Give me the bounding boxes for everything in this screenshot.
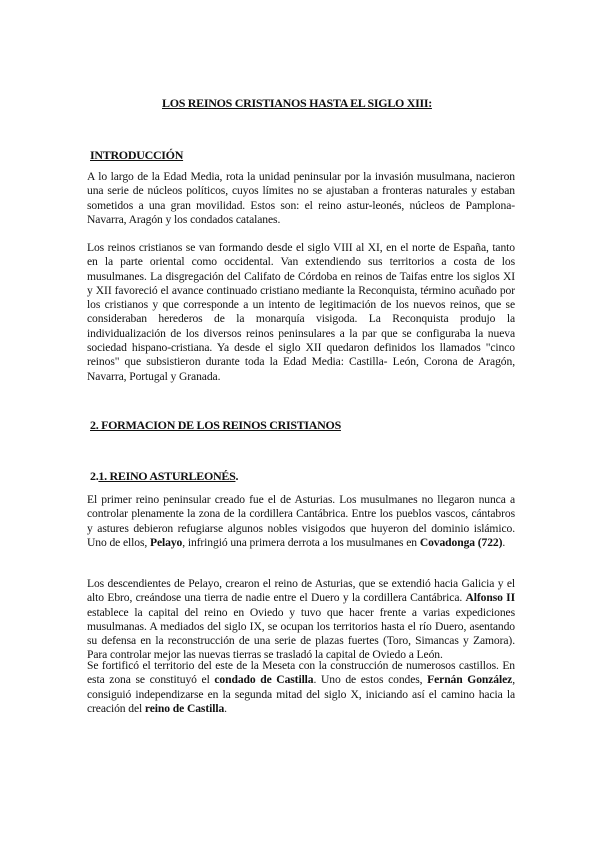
page-title: LOS REINOS CRISTIANOS HASTA EL SIGLO XIII:: [162, 96, 432, 110]
section-2-heading: 2. FORMACION DE LOS REINOS CRISTIANOS: [90, 418, 341, 432]
pelayo: Pelayo: [150, 535, 183, 549]
covadonga: Covadonga (722): [419, 535, 503, 549]
section-2-1-label: 1. REINO ASTURLEONÉS: [98, 469, 236, 483]
condado-de-castilla: condado de Castilla: [214, 673, 314, 687]
astur-paragraph-3: Se fortificó el territorio del este de la Meseta con la construcción de numerosos castillos. En esta zona se constituyó el condado de Castilla. Uno de estos condes, Fernán González, consiguió independizarse en la segunda mitad del siglo X, iniciando así el camino hacia la creación del reino de Castilla.: [87, 659, 516, 715]
astur-paragraph-2: Los descendientes de Pelayo, crearon el reino de Asturias, que se extendió hacia Galicia y el alto Ebro, creándose una tierra de nadie entre el Duero y la cordillera Cantábrica. Alfonso II establece la capital del reino en Oviedo y tuvo que hacer frente a varias expediciones musulmanas. A mediados del siglo IX, se ocupan los territorios hasta el río Duero, asentando su defensa en la reconstrucción de una serie de plazas fuertes (Toro, Simancas y Zamora). Para controlar mejor las nuevas tierras se trasladó la capital de Oviedo a León.: [87, 577, 515, 662]
alfonso-ii: Alfonso II: [465, 591, 515, 605]
section-2-1-heading: [90, 469, 238, 484]
intro-heading: INTRODUCCIÓN: [90, 148, 184, 162]
fernan-gonzalez: Fernán González: [427, 673, 513, 687]
astur-paragraph-1: El primer reino peninsular creado fue el de Asturias. Los musulmanes no llegaron nunca a controlar plenamente la zona de la cordillera Cantábrica. Entre los pueblos vascos, cántabros y astures debieron refugiarse algunos nobles visigodos que huyeron del dominio islámico. Uno de ellos, Pelayo, infringió una primera derrota a los musulmanes en Covadonga (722).: [87, 493, 515, 549]
intro-paragraph-2: Los reinos cristianos se van formando desde el siglo VIII al XI, en el norte de España, tanto en la parte oriental como occidental. Van extendiendo sus territorios a costa de los musulmanes. La disgregación del Califato de Córdoba en reinos de Taifas entre los siglos XI y XII favoreció el avance continuado cristiano mediante la Reconquista, término acuñado por los cristianos y que corresponde a un intento de legitimación de los nuevos reinos, que se consideraban herederos de la monarquía visigoda. La Reconquista produjo la individualización de los diversos reinos peninsulares a la par que se configuraba la nueva sociedad hispano-cristiana. Ya desde el siglo XII quedaron definidos los llamados "cinco reinos" que subsistieron durante toda la Edad Media: Castilla- León, Corona de Aragón, Navarra, Portugal y Granada.: [87, 241, 515, 383]
section-2-1-period: .: [235, 469, 239, 483]
reino-de-castilla: reino de Castilla: [144, 701, 225, 715]
intro-paragraph-1: A lo largo de la Edad Media, rota la unidad peninsular por la invasión musulmana, nacieron una serie de núcleos políticos, cuyos límites no se ajustaban a fronteras naturales y estaban sometidos a una gran movilidad. Estos son: el reino astur-leonés, núcleos de Pamplona-Navarra, Aragón y los condados catalanes.: [87, 170, 515, 226]
section-2-1-number: 2.: [90, 469, 99, 483]
